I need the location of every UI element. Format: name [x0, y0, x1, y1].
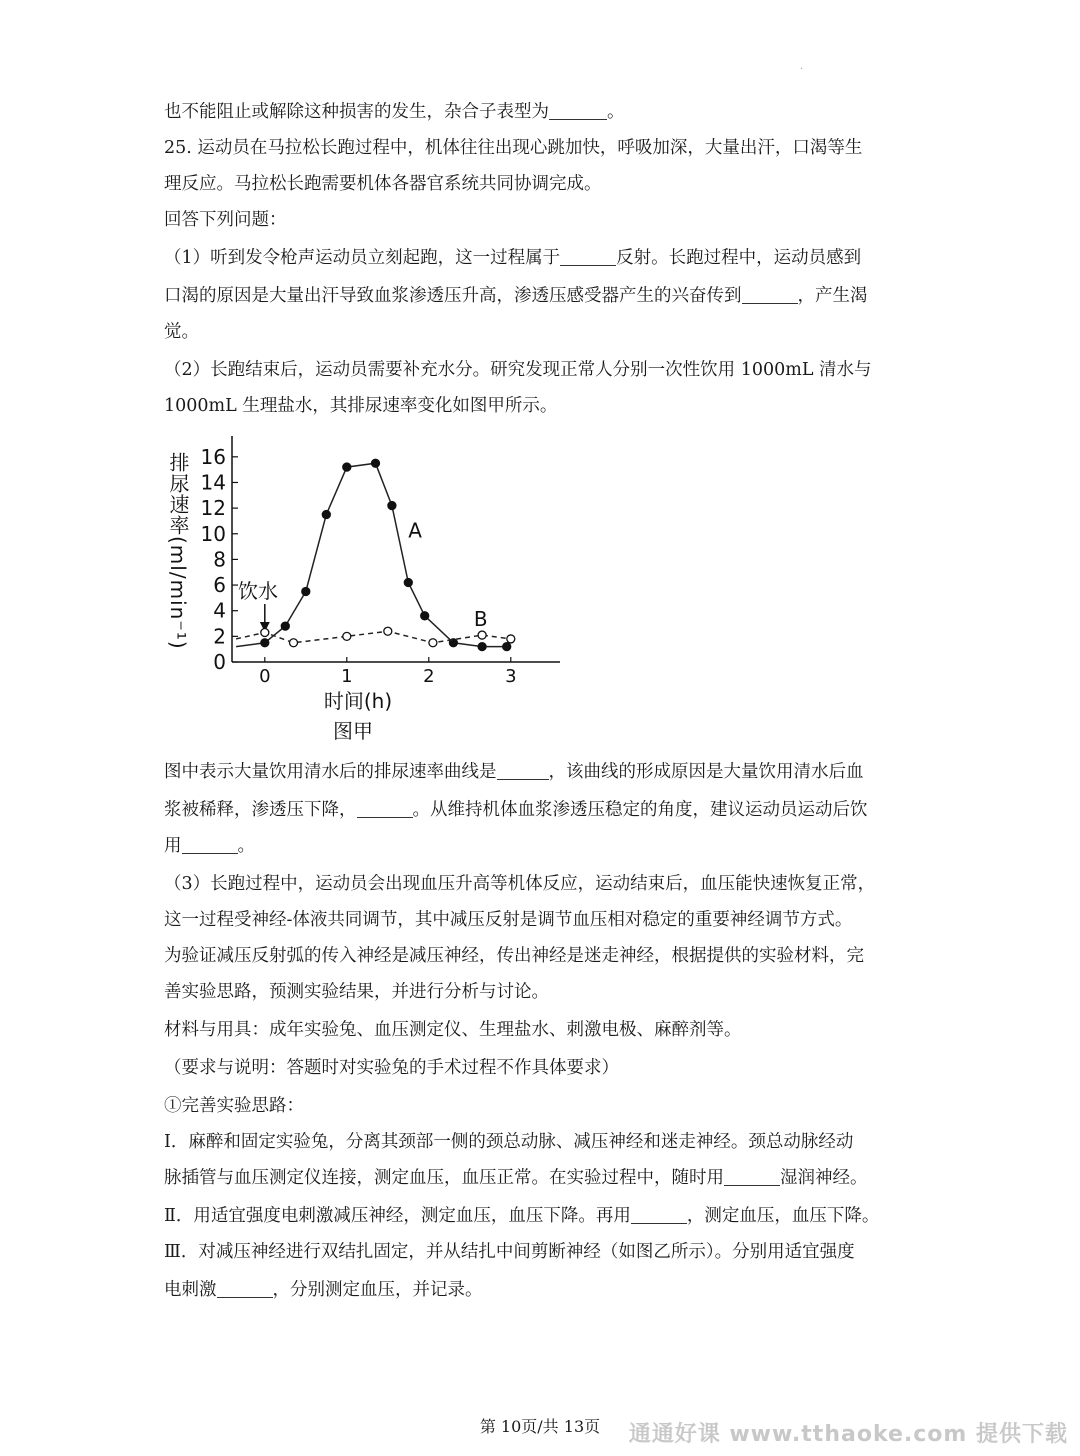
- corner-mark: ·: [800, 64, 804, 75]
- text-line: 材料与用具：成年实验兔、血压测定仪、生理盐水、刺激电极、麻醉剂等。: [164, 1020, 742, 1040]
- text-line: （要求与说明：答题时对实验兔的手术过程不作具体要求）: [164, 1058, 619, 1078]
- answer-blank: [631, 1206, 687, 1225]
- question-25-line: 25. 运动员在马拉松长跑过程中，机体往往出现心跳加快，呼吸加深，大量出汗，口渴等生: [164, 138, 863, 158]
- series-B-point: [507, 635, 515, 643]
- x-tick-label: 2: [423, 666, 435, 687]
- series-A-label: A: [408, 518, 422, 543]
- text-line: 这一过程受神经-体液共同调节，其中减压反射是调节血压相对稳定的重要神经调节方式。: [164, 910, 853, 930]
- series-B-point: [261, 629, 269, 637]
- answer-blank: [217, 1280, 273, 1299]
- y-tick-label: 2: [213, 624, 226, 649]
- series-B-point: [429, 639, 437, 647]
- text-line: 脉插管与血压测定仪连接，测定血压，血压正常。在实验过程中，随时用 湿润神经。: [164, 1168, 868, 1188]
- series-A-point: [404, 578, 412, 586]
- text-line: 电刺激 ，分别测定血压，并记录。: [164, 1280, 483, 1300]
- answer-blank: [497, 762, 549, 781]
- watermark: 通通好课 www.tthaoke.com 提供下载: [628, 1422, 1068, 1447]
- series-A-point: [372, 459, 380, 467]
- series-A-line: [236, 463, 507, 646]
- y-tick-label: 0: [213, 650, 226, 674]
- x-tick-label: 0: [259, 666, 271, 687]
- y-tick-label: 16: [200, 444, 226, 469]
- y-tick-label: 6: [213, 573, 226, 598]
- text-line: 1000mL 生理盐水，其排尿速率变化如图甲所示。: [164, 396, 558, 416]
- answer-blank: [182, 836, 238, 855]
- page-footer: 第 10页/共 13页: [479, 1417, 601, 1436]
- y-tick-label: 12: [200, 496, 226, 521]
- series-B-point: [343, 632, 351, 640]
- y-axis-label: 排尿速率(ml/min⁻¹): [166, 452, 190, 650]
- y-tick-label: 8: [213, 547, 226, 572]
- series-B-label: B: [473, 607, 488, 632]
- series-A-point: [388, 502, 396, 510]
- text-line: 回答下列问题：: [164, 210, 287, 230]
- x-tick-label: 3: [505, 666, 517, 687]
- text-line: 图中表示大量饮用清水后的排尿速率曲线是 ，该曲线的形成原因是大量饮用清水后血: [164, 762, 864, 782]
- text-line: ①完善实验思路：: [164, 1096, 304, 1116]
- series-B-point: [478, 631, 486, 639]
- answer-blank: [724, 1168, 780, 1187]
- text-line: Ⅱ．用适宜强度电刺激减压神经，测定血压，血压下降。再用 ，测定血压，血压下降。: [164, 1206, 880, 1226]
- text-line: 用 。: [164, 836, 255, 856]
- series-A-point: [343, 463, 351, 471]
- y-tick-label: 10: [200, 521, 226, 546]
- answer-blank: [742, 286, 798, 305]
- text-line: （3）长跑过程中，运动员会出现血压升高等机体反应，运动结束后，血压能快速恢复正常，: [164, 874, 876, 894]
- x-tick-label: 1: [341, 666, 353, 687]
- series-B-point: [384, 627, 392, 635]
- series-A-point: [281, 622, 289, 630]
- text-line: 善实验思路，预测实验结果，并进行分析与讨论。: [164, 982, 549, 1002]
- series-A-point: [302, 587, 310, 595]
- text-line: 理反应。马拉松长跑需要机体各器官系统共同协调完成。: [164, 174, 602, 194]
- series-A-point: [261, 639, 269, 647]
- text-line: Ⅲ．对减压神经进行双结扎固定，并从结扎中间剪断神经（如图乙所示）。分别用适宜强度: [164, 1242, 855, 1262]
- series-A-point: [421, 612, 429, 620]
- y-tick-label: 4: [213, 598, 226, 623]
- text-line: 浆被稀释，渗透压下降， 。从维持机体血浆渗透压稳定的角度，建议运动员运动后饮: [164, 800, 868, 820]
- answer-blank: [560, 248, 616, 267]
- text-line: 觉。: [164, 322, 199, 342]
- figure-caption: 图甲: [333, 719, 373, 743]
- text-line: 也不能阻止或解除这种损害的发生，杂合子表型为 。: [164, 102, 625, 122]
- answer-blank: [357, 800, 413, 819]
- text-line: （2）长跑结束后，运动员需要补充水分。研究发现正常人分别一次性饮用 1000mL 清水与: [164, 360, 872, 380]
- y-tick-label: 14: [200, 470, 226, 495]
- series-A-point: [322, 511, 330, 519]
- x-axis-label: 时间(h): [323, 689, 393, 713]
- series-A-point: [503, 643, 511, 651]
- annotation-drink-water: 饮水: [238, 579, 278, 603]
- text-line: I．麻醉和固定实验兔，分离其颈部一侧的颈总动脉、减压神经和迷走神经。颈总动脉经动: [164, 1132, 854, 1152]
- text-line: （1）听到发令枪声运动员立刻起跑，这一过程属于 反射。长跑过程中，运动员感到: [164, 248, 862, 268]
- answer-blank: [549, 102, 607, 121]
- series-A-point: [478, 643, 486, 651]
- text-line: 口渴的原因是大量出汗导致血浆渗透压升高，渗透压感受器产生的兴奋传到 ，产生渴: [164, 286, 868, 306]
- series-B-point: [290, 639, 298, 647]
- text-line: 为验证减压反射弧的传入神经是减压神经，传出神经是迷走神经，根据提供的实验材料，完: [164, 946, 864, 966]
- figure-jia-chart: [160, 432, 580, 752]
